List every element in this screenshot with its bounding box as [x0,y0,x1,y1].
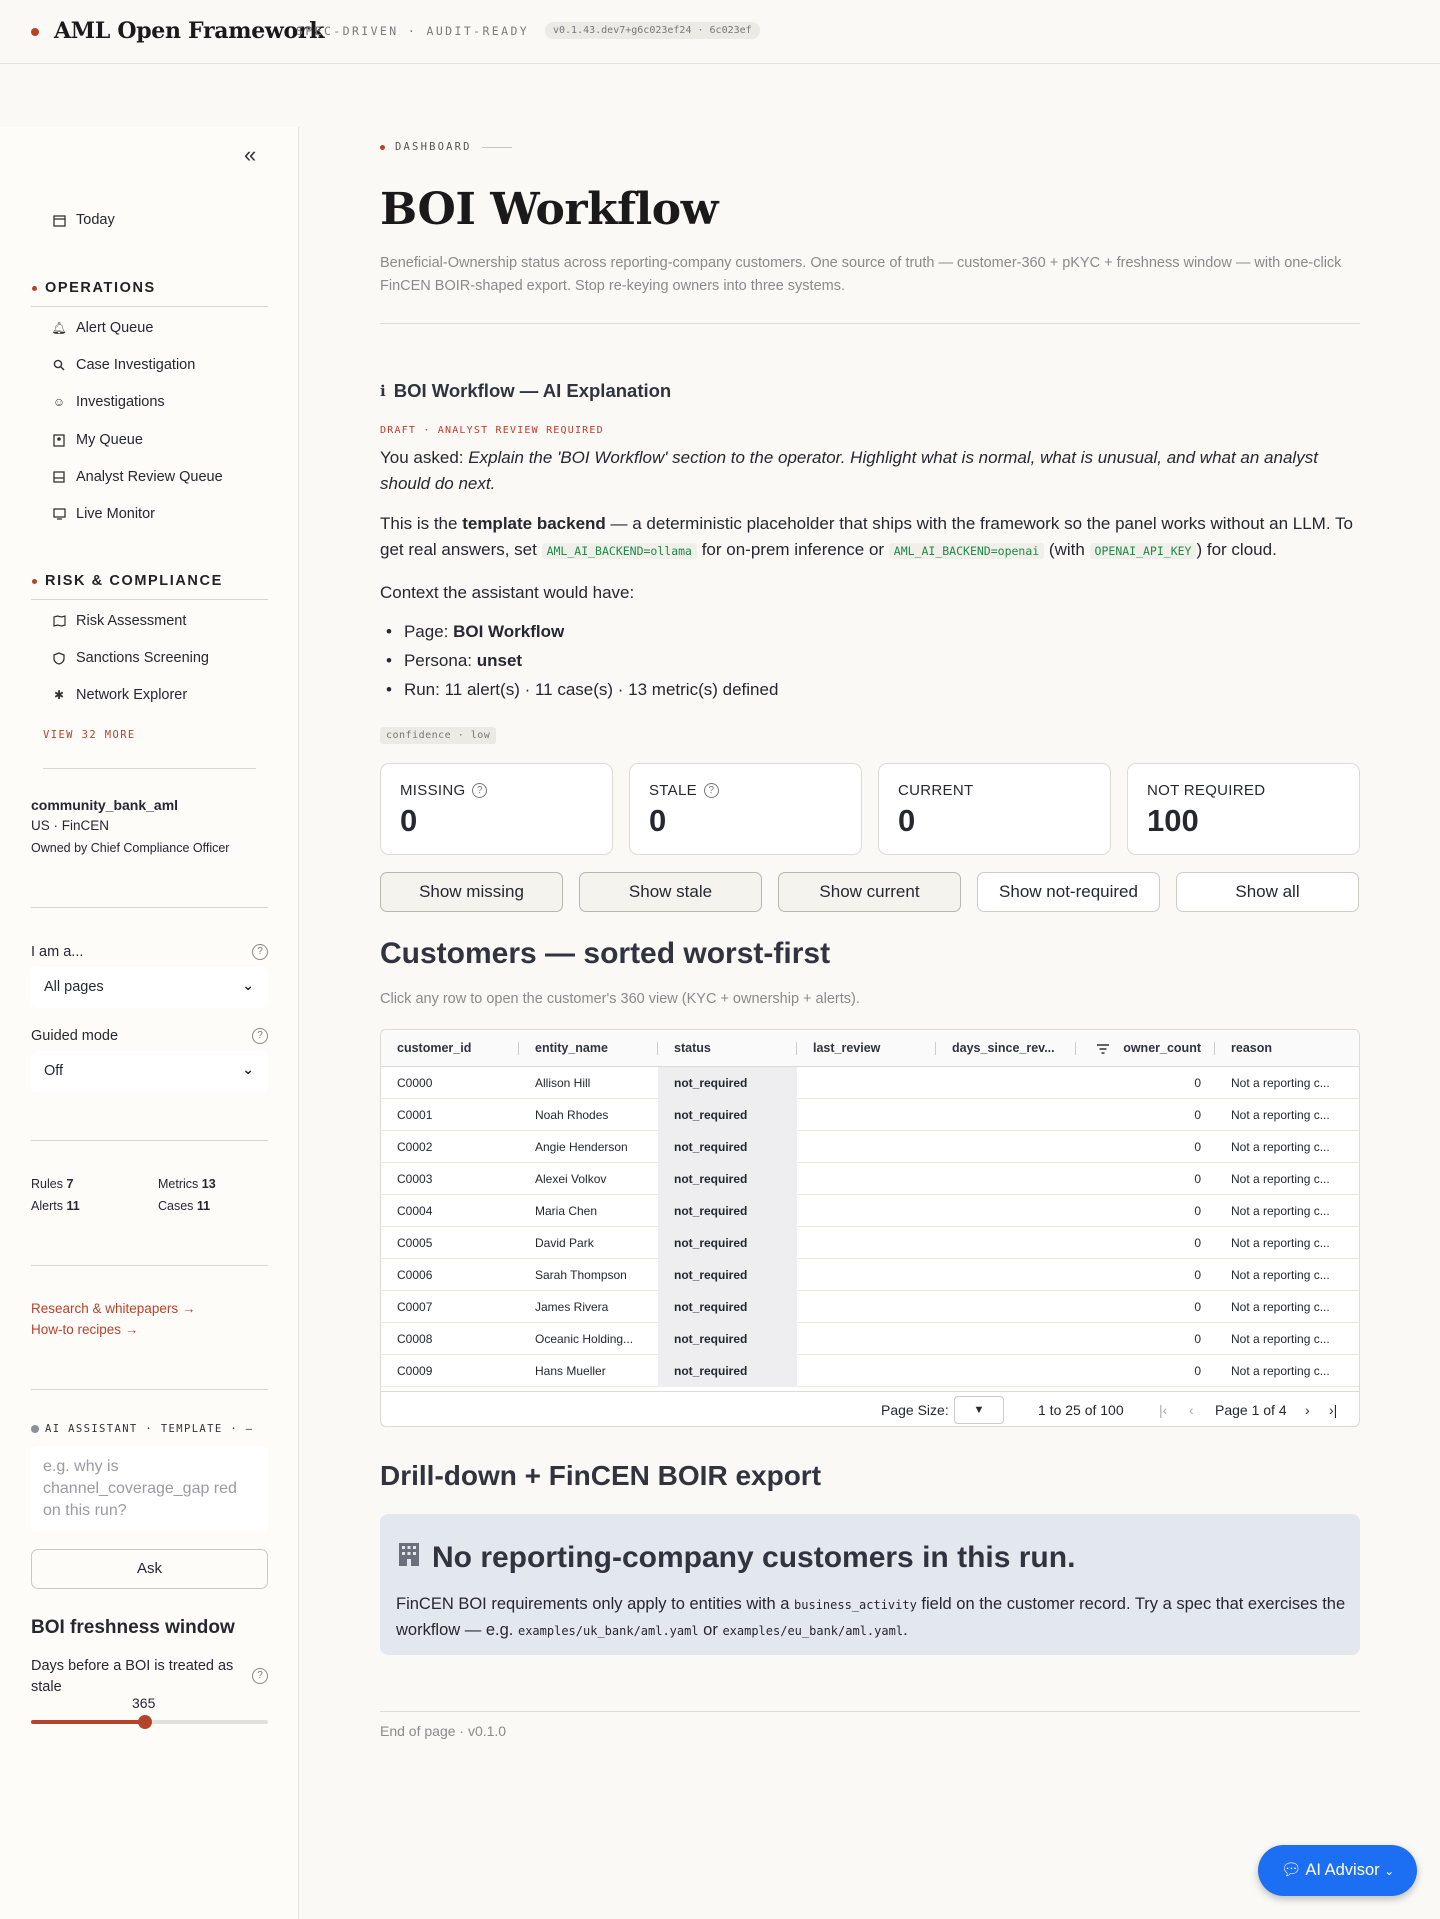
confidence-badge: confidence · low [380,727,496,744]
version-badge: v0.1.43.dev7+g6c023ef24 · 6c023ef [545,22,760,39]
table-row[interactable] [381,1099,1360,1131]
cell-entity-name: Sarah Thompson [535,1268,627,1282]
cell-customer-id: C0004 [397,1204,433,1218]
show-stale-button[interactable]: Show stale [579,872,762,912]
info-alert [380,1514,1360,1655]
cell-last-review [797,1067,936,1099]
cell-owner-count: 0 [1194,1364,1201,1378]
slider-fill [31,1720,145,1724]
app-title[interactable]: AML Open Framework [54,18,325,44]
cell-status: not_required [658,1355,797,1387]
nav-today-label: Today [76,212,115,228]
bell-icon: 🔔︎ [51,321,67,335]
code-snippet: AML_AI_BACKEND=openai [889,543,1044,559]
help-icon[interactable]: ? [472,783,487,798]
show-missing-button[interactable]: Show missing [380,872,563,912]
cell-customer-id: C0007 [397,1300,433,1314]
cell-last-review [797,1195,936,1227]
cell-reason: Not a reporting c... [1231,1204,1330,1218]
collapse-sidebar-icon[interactable]: « [244,142,257,167]
nav-sanctions-screening[interactable]: Sanctions Screening [52,650,209,666]
divider [31,599,268,600]
cell-customer-id: C0008 [397,1332,433,1346]
stat-alerts: Alerts 11 [31,1199,80,1213]
ai-explanation-heading: ℹ BOI Workflow — AI Explanation [380,380,672,401]
cell-customer-id: C0009 [397,1364,433,1378]
stat-metrics: Metrics 13 [158,1177,216,1191]
table-row[interactable] [381,1163,1360,1195]
cell-owner-count: 0 [1194,1140,1201,1154]
shield-icon [52,651,66,665]
metric-missing: MISSING ? 0 [380,763,613,855]
end-of-page: End of page · v0.1.0 [380,1723,507,1739]
table-hint: Click any row to open the customer's 360 view (KYC + ownership + alerts). [380,991,860,1007]
cell-owner-count: 0 [1194,1076,1201,1090]
nav-analyst-review-queue[interactable]: Analyst Review Queue [52,469,223,485]
cell-days-since-review [936,1067,1076,1099]
pagination [381,1391,1360,1427]
metric-current: CURRENT 0 [878,763,1111,855]
network-icon: ✱ [53,688,65,702]
cell-status: not_required [658,1227,797,1259]
show-all-button[interactable]: Show all [1176,872,1359,912]
alert-body: FinCEN BOI requirements only apply to entities with a business_activity field on the customer record. Try a spec that exercises the workflow — e.g. examples/uk_bank/aml.yaml or examples/eu_bank/aml.yaml. [396,1595,1346,1639]
cell-reason: Not a reporting c... [1231,1364,1330,1378]
page-size-select[interactable]: ▼ [954,1396,1004,1424]
cell-entity-name: Oceanic Holding... [535,1332,634,1346]
cell-last-review [797,1163,936,1195]
cell-entity-name: Noah Rhodes [535,1108,609,1122]
chevron-down-icon: ⌄ [242,977,254,993]
cell-days-since-review [936,1131,1076,1163]
cell-reason: Not a reporting c... [1231,1236,1330,1250]
cell-days-since-review [936,1355,1076,1387]
row-range: 1 to 25 of 100 [1038,1402,1124,1418]
cell-customer-id: C0006 [397,1268,433,1282]
customers-table[interactable] [380,1029,1360,1427]
cell-customer-id: C0001 [397,1108,433,1122]
first-page-icon[interactable]: |‹ [1159,1402,1168,1418]
nav-today[interactable] [52,212,115,228]
nav-investigations[interactable]: ☺ Investigations [52,394,165,410]
freshness-slider[interactable] [31,1720,268,1724]
col-days-since-review[interactable]: days_since_rev... [952,1041,1055,1055]
recipes-link[interactable]: How-to recipes → [31,1322,139,1337]
guided-mode-select[interactable]: Off ⌄ [31,1051,268,1092]
customers-heading: Customers — sorted worst-first [380,937,831,970]
nav-live-monitor[interactable]: Live Monitor [52,506,155,522]
drill-down-heading: Drill-down + FinCEN BOIR export [380,1460,822,1491]
divider [31,306,268,307]
table-row[interactable] [381,1259,1360,1291]
col-entity-name[interactable]: entity_name [535,1041,608,1055]
ai-assistant-label: AI ASSISTANT · TEMPLATE · — [31,1423,253,1435]
chevron-down-icon: ⌄ [242,1061,254,1077]
page-indicator: Page 1 of 4 [1215,1402,1287,1418]
draft-badge: DRAFT · ANALYST REVIEW REQUIRED [380,425,604,436]
cell-days-since-review [936,1099,1076,1131]
cell-days-since-review [936,1227,1076,1259]
user-badge-icon [52,433,66,447]
help-icon[interactable]: ? [252,1668,268,1684]
cell-owner-count: 0 [1194,1204,1201,1218]
cell-status: not_required [658,1163,797,1195]
cell-reason: Not a reporting c... [1231,1172,1330,1186]
table-row[interactable] [381,1195,1360,1227]
cell-entity-name: Maria Chen [535,1204,598,1218]
alert-heading: No reporting-company customers in this run. [396,1541,1075,1575]
cell-status: not_required [658,1131,797,1163]
inbox-icon [52,470,66,484]
cell-reason: Not a reporting c... [1231,1076,1330,1090]
metric-stale: STALE ? 0 [629,763,862,855]
prev-page-icon[interactable]: ‹ [1189,1402,1194,1418]
stat-rules: Rules 7 [31,1177,74,1191]
ai-question-input[interactable]: e.g. why is channel_coverage_gap red on this run? [31,1446,268,1532]
cell-status: not_required [658,1099,797,1131]
divider [31,1389,268,1390]
cell-customer-id: C0005 [397,1236,433,1250]
divider [31,1265,268,1266]
nav-alert-queue[interactable]: 🔔︎ Alert Queue [51,320,154,336]
ai-advisor-button[interactable]: 💬︎ AI Advisor ⌄ [1258,1845,1417,1896]
help-icon[interactable]: ? [704,783,719,798]
table-row[interactable] [381,1323,1360,1355]
cell-entity-name: Allison Hill [535,1076,591,1090]
table-row[interactable] [381,1355,1360,1387]
tenant-owner: Owned by Chief Compliance Officer [31,841,230,855]
help-icon[interactable]: ? [252,944,268,960]
show-current-button[interactable]: Show current [778,872,961,912]
cell-owner-count: 0 [1194,1300,1201,1314]
tenant-jurisdiction: US · FinCEN [31,818,110,833]
nav-my-queue[interactable]: My Queue [52,432,143,448]
divider [43,768,256,769]
freshness-value: 365 [132,1695,156,1711]
cell-days-since-review [936,1163,1076,1195]
page-size-label: Page Size: [881,1402,949,1418]
cell-days-since-review [936,1259,1076,1291]
cell-owner-count: 0 [1194,1268,1201,1282]
context-item: • Persona: unset [386,651,522,671]
context-item: • Page: BOI Workflow [386,622,564,642]
divider [31,1140,268,1141]
table-header [381,1030,1360,1067]
tenant-name: community_bank_aml [31,797,179,813]
cell-status: not_required [658,1291,797,1323]
face-icon: ☺ [52,395,66,409]
context-item: • Run: 11 alert(s) · 11 case(s) · 13 metric(s) defined [386,680,778,700]
cell-last-review [797,1291,936,1323]
col-status[interactable]: status [674,1041,711,1055]
cell-customer-id: C0003 [397,1172,433,1186]
cell-last-review [797,1227,936,1259]
freshness-label: Days before a BOI is treated as stale [31,1658,234,1695]
status-dot [31,1425,39,1433]
table-row[interactable] [381,1291,1360,1323]
cell-status: not_required [658,1259,797,1291]
calendar-icon [52,213,66,227]
stat-cases: Cases 11 [158,1199,211,1213]
cell-owner-count: 0 [1194,1332,1201,1346]
cell-customer-id: C0002 [397,1140,433,1154]
view-more-link[interactable]: VIEW 32 MORE [43,729,136,741]
cell-last-review [797,1099,936,1131]
guided-mode-label: Guided mode [31,1028,119,1044]
page-subtitle: Beneficial-Ownership status across reporting-company customers. One source of truth — customer-360 + pKYC + freshness window — with one-click FinCEN BOIR-shaped export. Stop re-keying owners into three systems. [380,255,1342,294]
cell-reason: Not a reporting c... [1231,1108,1330,1122]
divider [380,323,1360,324]
metric-not-required: NOT REQUIRED 100 [1127,763,1360,855]
help-icon[interactable]: ? [252,1028,268,1044]
top-bar [0,0,1440,64]
breadcrumb: DASHBOARD [380,141,512,153]
show-not-required-button[interactable]: Show not-required [977,872,1160,912]
cell-owner-count: 0 [1194,1172,1201,1186]
col-last-review[interactable]: last_review [813,1041,881,1055]
cell-entity-name: Hans Mueller [535,1364,606,1378]
col-owner-count[interactable]: owner_count [1123,1041,1201,1055]
code-snippet: AML_AI_BACKEND=ollama [542,543,697,559]
cell-entity-name: James Rivera [535,1300,609,1314]
divider [31,907,268,908]
persona-label: I am a... [31,944,84,960]
search-icon [52,358,66,372]
table-row[interactable] [381,1131,1360,1163]
ai-backend-note: This is the template backend — a deterministic placeholder that ships with the framework so the panel works without an LLM. To get real answers, set AML_AI_BACKEND=ollama for on-prem inference or AML_AI_BACKEND=openai (with OPENAI_API_KEY ) for cloud. [380,514,1353,559]
ask-button[interactable]: Ask [31,1549,268,1589]
map-icon [52,614,66,628]
cell-status: not_required [658,1195,797,1227]
ai-asked: You asked: Explain the 'BOI Workflow' section to the operator. Highlight what is normal, what is unusual, and what an analyst should do next. [380,448,1318,493]
cell-last-review [797,1355,936,1387]
ai-context-label: Context the assistant would have: [380,583,635,602]
cell-reason: Not a reporting c... [1231,1140,1330,1154]
cell-days-since-review [936,1323,1076,1355]
last-page-icon[interactable]: ›| [1329,1402,1338,1418]
cell-days-since-review [936,1195,1076,1227]
table-row[interactable] [381,1067,1360,1099]
tagline: SPEC-DRIVEN · AUDIT-READY [296,24,530,38]
page-title: BOI Workflow [380,184,718,235]
nav-network-explorer[interactable]: ✱ Network Explorer [53,687,188,703]
persona-select[interactable]: All pages ⌄ [31,967,268,1008]
col-reason[interactable]: reason [1231,1041,1272,1055]
info-icon: ℹ [380,383,386,400]
research-link[interactable]: Research & whitepapers → [31,1301,196,1316]
monitor-icon [52,507,66,521]
table-row[interactable] [381,1227,1360,1259]
divider [380,1711,1360,1712]
nav-risk-assessment[interactable]: Risk Assessment [52,613,186,629]
cell-entity-name: Angie Henderson [535,1140,628,1154]
next-page-icon[interactable]: › [1305,1402,1310,1418]
cell-status: not_required [658,1323,797,1355]
cell-last-review [797,1131,936,1163]
cell-entity-name: David Park [535,1236,594,1250]
operations-heading: OPERATIONS [32,280,156,296]
cell-reason: Not a reporting c... [1231,1268,1330,1282]
cell-entity-name: Alexei Volkov [535,1172,607,1186]
cell-reason: Not a reporting c... [1231,1300,1330,1314]
brand-dot [31,28,39,36]
cell-status: not_required [658,1067,797,1099]
cell-last-review [797,1323,936,1355]
cell-last-review [797,1259,936,1291]
code-snippet: OPENAI_API_KEY [1090,543,1197,559]
risk-heading: RISK & COMPLIANCE [32,573,223,589]
building-icon [396,1541,422,1575]
slider-handle[interactable] [138,1715,152,1729]
chevron-down-icon: ⌄ [1384,1864,1395,1878]
freshness-title: BOI freshness window [31,1617,235,1638]
cell-owner-count: 0 [1194,1108,1201,1122]
chat-icon: 💬︎ [1280,1861,1302,1879]
cell-days-since-review [936,1291,1076,1323]
nav-case-investigation[interactable]: Case Investigation [52,357,195,373]
cell-reason: Not a reporting c... [1231,1332,1330,1346]
col-customer-id[interactable]: customer_id [397,1041,472,1055]
cell-owner-count: 0 [1194,1236,1201,1250]
cell-customer-id: C0000 [397,1076,433,1090]
